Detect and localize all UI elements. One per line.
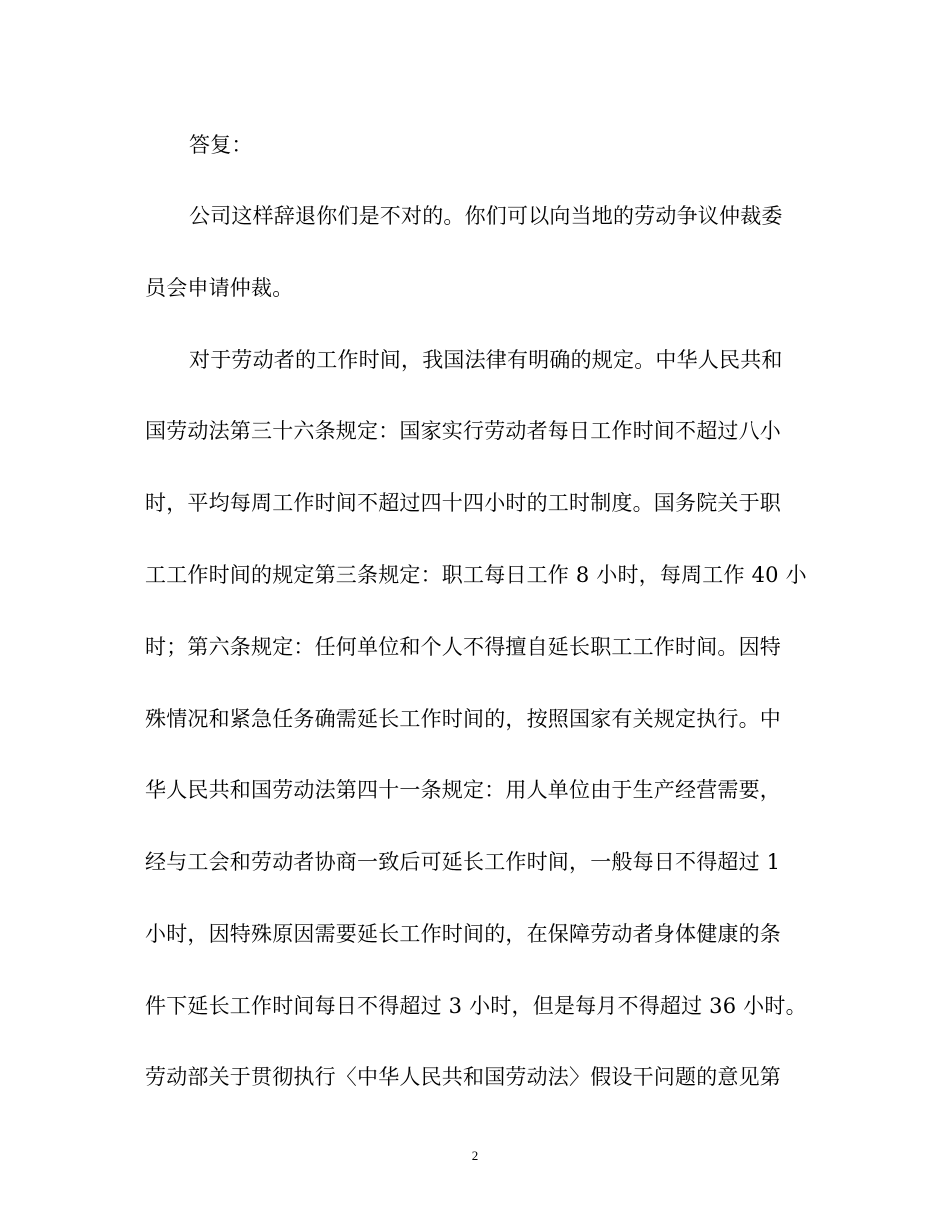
text-line: 国劳动法第三十六条规定：国家实行劳动者每日工作时间不超过八小 xyxy=(145,419,781,443)
text-line: 员会申请仲裁。 xyxy=(145,276,294,300)
text-line: 劳动部关于贯彻执行〈中华人民共和国劳动法〉假设干问题的意见第 xyxy=(145,1065,781,1089)
text-line: 小时，因特殊原因需要延长工作时间的，在保障劳动者身体健康的条 xyxy=(145,922,781,946)
text-line: 时；第六条规定：任何单位和个人不得擅自延长职工工作时间。因特 xyxy=(145,635,781,659)
text-line: 件下延长工作时间每日不得超过 3 小时，但是每月不得超过 36 小时。 xyxy=(145,994,807,1018)
text-line: 殊情况和紧急任务确需延长工作时间的，按照国家有关规定执行。中 xyxy=(145,707,781,731)
text-line: 经与工会和劳动者协商一致后可延长工作时间，一般每日不得超过 1 xyxy=(145,850,781,874)
page-number: 2 xyxy=(471,1148,479,1163)
text-line: 时，平均每周工作时间不超过四十四小时的工时制度。国务院关于职 xyxy=(145,491,781,515)
text-line: 华人民共和国劳动法第四十一条规定：用人单位由于生产经营需要， xyxy=(145,778,781,802)
text-line: 答复： xyxy=(189,133,253,157)
text-line: 工工作时间的规定第三条规定：职工每日工作 8 小时，每周工作 40 小 xyxy=(145,563,807,587)
text-line: 公司这样辞退你们是不对的。你们可以向当地的劳动争议仲裁委 xyxy=(189,204,783,228)
text-line: 对于劳动者的工作时间，我国法律有明确的规定。中华人民共和 xyxy=(189,348,783,372)
